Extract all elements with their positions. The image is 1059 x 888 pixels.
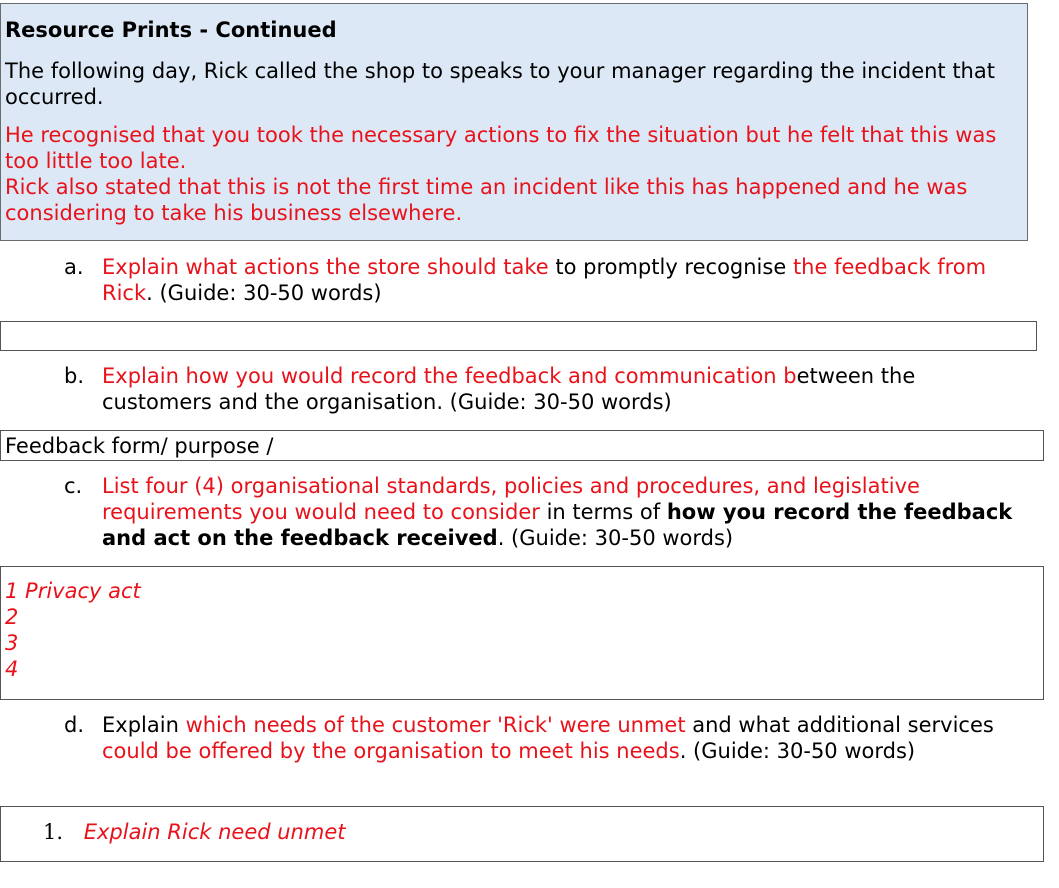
scenario-paragraph-2 [5,122,1015,226]
question-b-letter: b. [64,364,85,388]
question-d-red-1: which needs of the customer 'Rick' were unmet [185,713,686,737]
answer-d-text: Explain Rick need unmet [83,820,346,844]
question-d-text [102,712,1029,764]
question-a-plain-2: . (Guide: 30-50 words) [146,281,382,305]
question-b-text [102,363,1029,415]
question-c-text [102,473,1029,551]
answer-box-b[interactable] [0,430,1044,461]
scenario-panel [0,3,1028,241]
question-d [64,712,1029,764]
scenario-paragraph-1: The following day, Rick called the shop to speaks to your manager regarding the incident that occurred. [5,59,995,109]
question-b [64,363,1029,415]
scenario-paragraph-2-line-1: He recognised that you took the necessary actions to fix the situation but he felt that this was too little too late. [5,123,997,173]
question-d-plain-1: Explain [102,713,186,737]
question-d-plain-2: and what additional services [685,713,994,737]
question-a-plain-1: to promptly recognise [548,255,793,279]
scenario-paragraph-2-line-2: Rick also stated that this is not the first time an incident like this has happened and he was considering to take his business elsewhere. [5,175,968,225]
question-d-letter: d. [64,713,85,737]
answer-box-c[interactable] [0,566,1044,700]
question-c-plain-1: in terms of [539,500,667,524]
question-a-letter: a. [64,255,84,279]
question-a-red-2: the feedback from Rick [102,255,987,305]
answer-d-number: 1. [43,820,64,844]
scenario-title: Resource Prints - Continued [5,18,337,42]
answer-b-text: Feedback form/ purpose / [5,434,274,458]
question-c-letter: c. [64,474,83,498]
question-a-red-1: Explain what actions the store should take [102,255,549,279]
answer-c-line-3: 3 [5,631,19,655]
question-b-plain-1: etween the customers and the organisation. (Guide: 30-50 words) [102,364,916,414]
answer-box-a[interactable] [0,321,1037,351]
question-b-red-1: Explain how you would record the feedback and communication b [102,364,797,388]
question-a-text [102,254,1029,306]
answer-box-d[interactable] [0,806,1044,862]
answer-c-line-1: 1 Privacy act [5,579,141,603]
question-a [64,254,1029,306]
answer-c-line-2: 2 [5,605,19,629]
question-c-plain-2: . (Guide: 30-50 words) [497,526,734,550]
answer-c-line-4: 4 [5,657,19,681]
question-d-red-2: could be offered by the organisation to meet his needs [102,739,680,763]
question-d-plain-3: . (Guide: 30-50 words) [679,739,916,763]
question-c-red-1: List four (4) organisational standards, policies and procedures, and legislative requirements you would need to consider [102,474,920,524]
question-c-bold-1: how you record the feedback and act on the feedback received [102,500,1013,550]
question-c [64,473,1029,551]
